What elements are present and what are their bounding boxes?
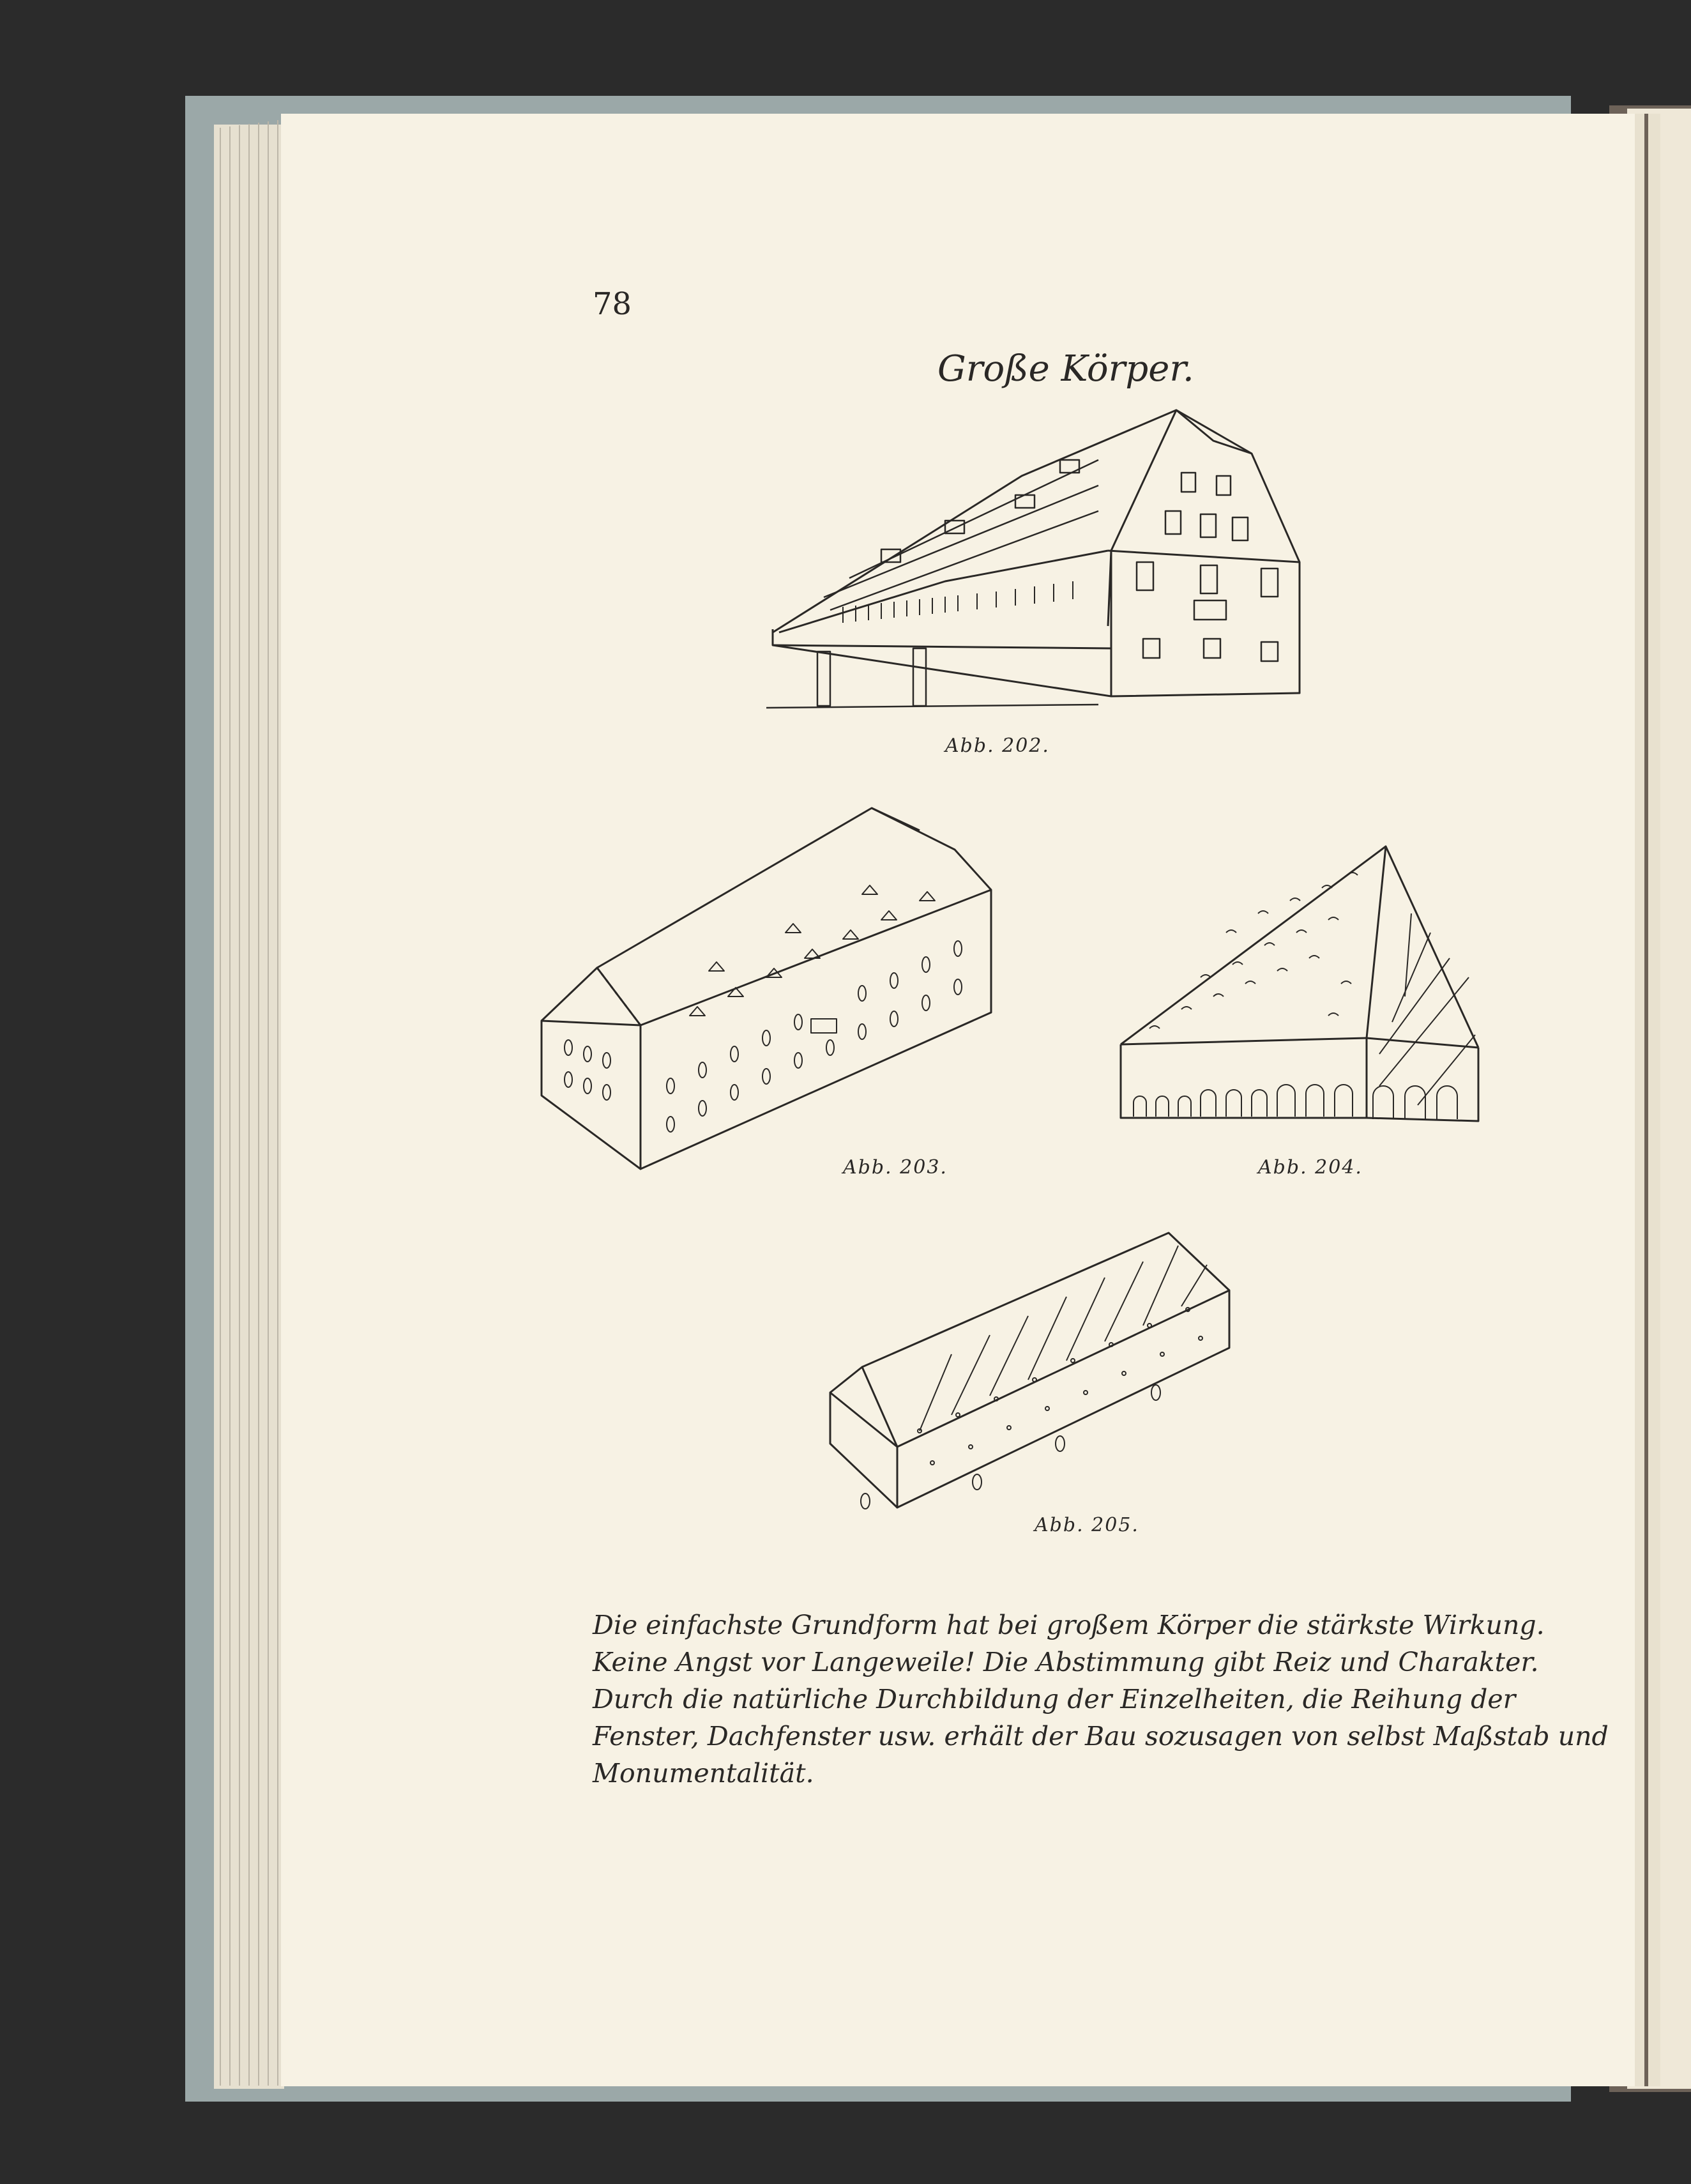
body-line: Die einfachste Grundform hat bei großem Körper die stärkste Wirkung. <box>593 1610 1545 1640</box>
body-paragraph <box>593 1607 1609 1792</box>
page-title: Große Körper. <box>937 348 1194 390</box>
body-line: Fenster, Dachfenster usw. erhält der Bau sozusagen von selbst Maßstab und <box>593 1721 1609 1752</box>
body-line: Keine Angst vor Langeweile! Die Abstimmung gibt Reiz und Charakter. <box>593 1647 1539 1677</box>
figure-caption-204: Abb. 204. <box>1258 1156 1363 1179</box>
body-line: Durch die natürliche Durchbildung der Einzelheiten, die Reihung der <box>593 1684 1516 1714</box>
figure-caption-205: Abb. 205. <box>1035 1514 1139 1536</box>
figure-caption-203: Abb. 203. <box>843 1156 948 1179</box>
page-number: 78 <box>593 286 632 322</box>
body-line: Monumentalität. <box>593 1758 814 1789</box>
figure-caption-202: Abb. 202. <box>945 735 1050 757</box>
